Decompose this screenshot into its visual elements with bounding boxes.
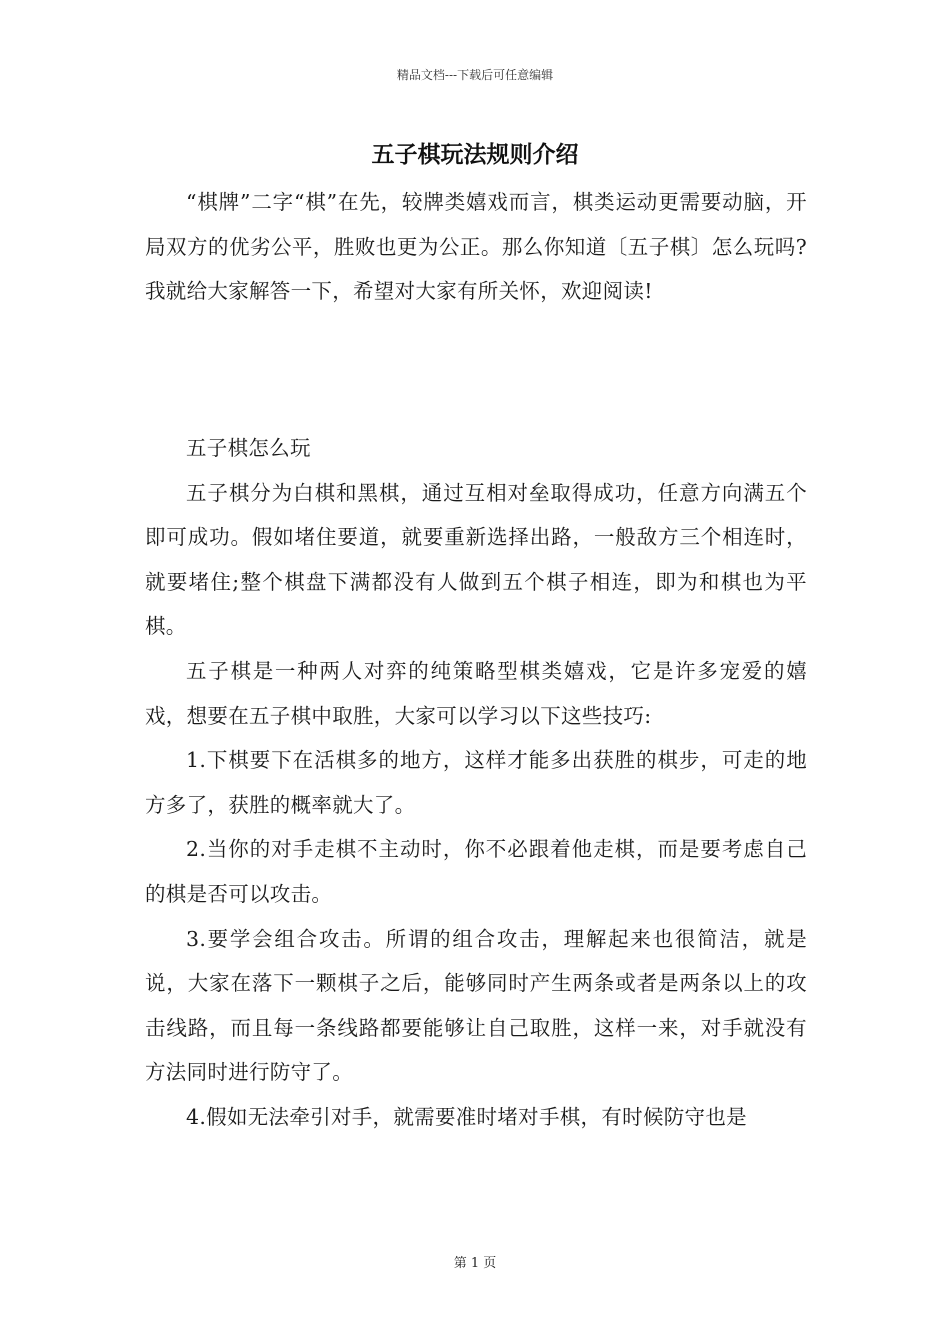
paragraph-strategy: 五子棋是一种两人对弈的纯策略型棋类嬉戏，它是许多宠爱的嬉戏，想要在五子棋中取胜，大家可以学习以下这些技巧: <box>145 658 807 728</box>
header-note: 精品文档---下载后可任意编辑 <box>396 68 554 82</box>
tip-item-2: 2.当你的对手走棋不主动时，你不必跟着他走棋，而是要考虑自己的棋是否可以攻击。 <box>145 837 807 906</box>
tip-item-3: 3.要学会组合攻击。所谓的组合攻击，理解起来也很简洁，就是说，大家在落下一颗棋子之后，能够同时产生两条或者是两条以上的攻击线路，而且每一条线路都要能够让自己取胜，这样一来，对手就没有方法同时进行防守了。 <box>145 926 807 1085</box>
main-block <box>145 426 807 1140</box>
section-heading: 五子棋怎么玩 <box>186 436 311 460</box>
document-title: 五子棋玩法规则介绍 <box>371 141 579 168</box>
paragraph-intro: “棋牌”二字“棋”在先，较牌类嬉戏而言，棋类运动更需要动脑，开局双方的优劣公平，胜败也更为公正。那么你知道〔五子棋〕怎么玩吗?我就给大家解答一下，希望对大家有所关怀，欢迎阅读! <box>145 190 807 304</box>
page-number: 第 1 页 <box>453 1256 497 1271</box>
tip-item-4: 4.假如无法牵引对手，就需要准时堵对手棋，有时候防守也是 <box>186 1104 747 1129</box>
intro-block <box>145 180 807 314</box>
tip-item-1: 1.下棋要下在活棋多的地方，这样才能多出获胜的棋步，可走的地方多了，获胜的概率就大了。 <box>145 748 807 817</box>
paragraph-rules: 五子棋分为白棋和黑棋，通过互相对垒取得成功，任意方向满五个即可成功。假如堵住要道，就要重新选择出路，一般敌方三个相连时，就要堵住;整个棋盘下满都没有人做到五个棋子相连，即为和棋也为平棋。 <box>145 480 807 639</box>
